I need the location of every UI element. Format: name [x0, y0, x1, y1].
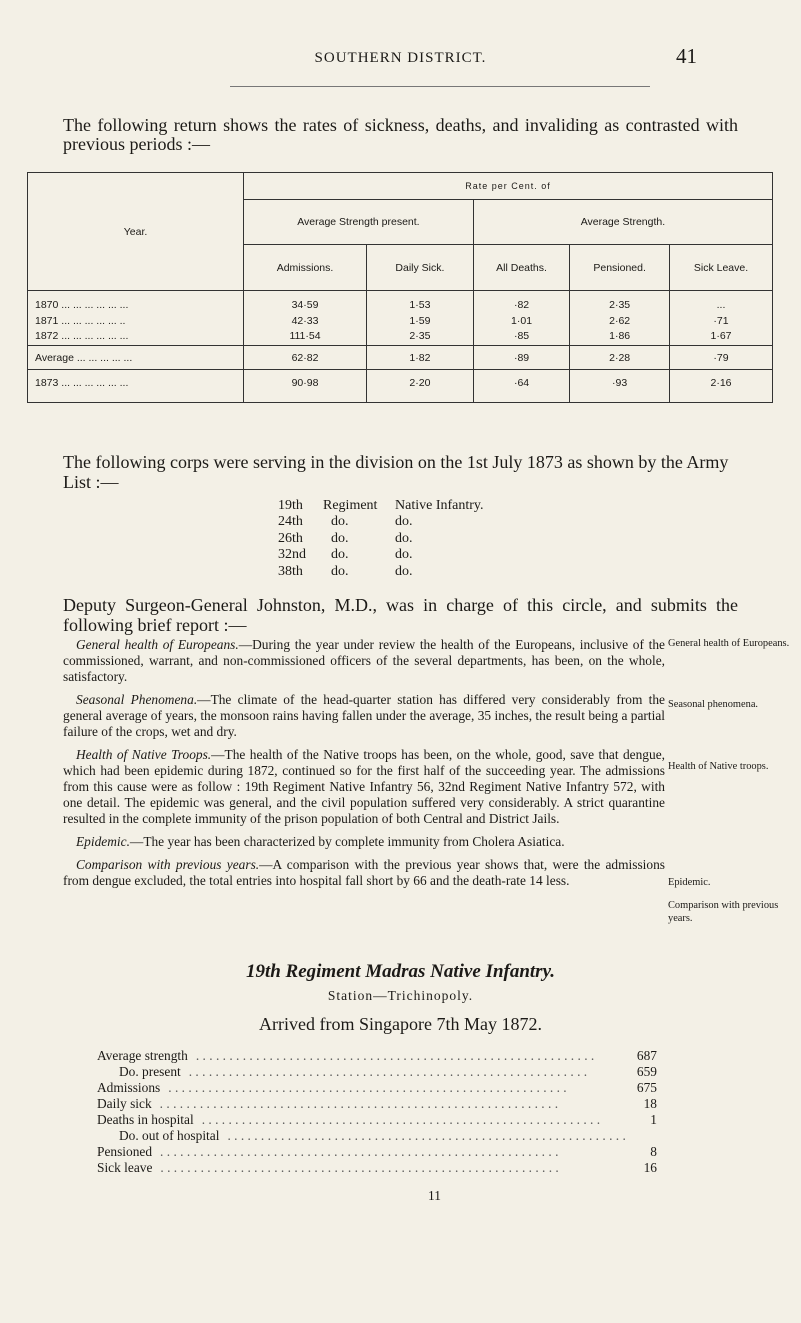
list-item: 38th do. do.: [278, 563, 413, 579]
report-body: [63, 637, 665, 896]
list-item: Do. present . . . . . . . . . . . . . . . . . . . . . . . . . . . . . . . . . . . . . . . . . . . . . . . . . . . . . . . . . . . . 659: [119, 1064, 657, 1079]
margin-note: Comparison with previous years.: [668, 900, 779, 924]
corps-intro: The following corps were serving in the division on the 1st July 1873 as shown by the Army List :—: [63, 452, 729, 492]
table-row: Average ... ... ... ... ... 62·82 1·82 ·89 2·28 ·79: [28, 345, 773, 369]
list-item: 24th do. do.: [278, 514, 413, 530]
margin-note: Seasonal phenomena.: [668, 699, 759, 710]
list-item: Pensioned . . . . . . . . . . . . . . . . . . . . . . . . . . . . . . . . . . . . . . . . . . . . . . . . . . . . . . . . . . . . 8: [97, 1144, 657, 1159]
report-intro: Deputy Surgeon-General Johnston, M.D., was in charge of this circle, and submits the following brief report :—: [63, 595, 738, 635]
paragraph-native-troops: Health of Native Troops.—The health of the Native troops has been, on the whole, good, save that dengue, which had been epidemic during 1872, continued so for the first half of the succeeding year. The admissions from this cause were as follow : 19th Regiment Native Infantry 56, 32nd Regiment Native Infantry 572, with one detail. The epidemic was general, and the civil population suffered very considerably. A strict quarantine resulted in the complete immunity of the prison population of both Central and District Jails.: [63, 747, 665, 826]
year-header: Year.: [28, 173, 244, 291]
list-item: Do. out of hospital . . . . . . . . . . . . . . . . . . . . . . . . . . . . . . . . . . . . . . . . . . . . . . . . . . . . . . . . . . . .: [119, 1128, 626, 1143]
table-row: 1871 ... ... ... ... ... .. 42·33 1·59 1·01 2·62 ·71: [28, 312, 773, 328]
list-item: 32nd do. do.: [278, 547, 413, 563]
col-sick-leave: Sick Leave.: [670, 245, 773, 291]
col-admissions: Admissions.: [244, 245, 367, 291]
list-item: Daily sick . . . . . . . . . . . . . . . . . . . . . . . . . . . . . . . . . . . . . . . . . . . . . . . . . . . . . . . . . . . . 18: [97, 1096, 657, 1111]
corps-list: [278, 498, 484, 580]
rates-table: [27, 172, 773, 403]
rate-header: Rate per Cent. of: [244, 173, 773, 200]
table-row: 1872 ... ... ... ... ... ... 111·54 2·35 ·85 1·86 1·67: [28, 327, 773, 345]
page-number: 41: [676, 44, 697, 68]
table-row: 1873 ... ... ... ... ... ... 90·98 2·20 ·64 ·93 2·16: [28, 369, 773, 402]
arrival-note: Arrived from Singapore 7th May 1872.: [259, 1014, 542, 1034]
margin-note: Health of Native troops.: [668, 761, 769, 772]
paragraph-general-health: General health of Europeans.—During the year under review the health of the Europeans, inclusive of the commissioned, warrant, and non-commissioned officers of the several departments, has been, on the whole, satisfactory.: [63, 637, 665, 684]
list-item: Average strength . . . . . . . . . . . . . . . . . . . . . . . . . . . . . . . . . . . . . . . . . . . . . . . . . . . . . . . . . . . . 687: [97, 1048, 657, 1063]
list-item: 19th Regiment Native Infantry.: [278, 498, 484, 513]
paragraph-comparison: Comparison with previous years.—A comparison with the previous year shows that, were the admissions from dengue excluded, the total entries into hospital fall short by 66 and the death-rate 14 less.: [63, 857, 665, 888]
list-item: Deaths in hospital . . . . . . . . . . . . . . . . . . . . . . . . . . . . . . . . . . . . . . . . . . . . . . . . . . . . . . . . . . . . 1: [97, 1112, 657, 1127]
intro-text: The following return shows the rates of sickness, deaths, and invaliding as contrasted with previous periods :—: [63, 115, 738, 154]
list-item: 26th do. do.: [278, 530, 413, 546]
group-header-strength: Average Strength.: [473, 200, 772, 245]
list-item: Sick leave . . . . . . . . . . . . . . . . . . . . . . . . . . . . . . . . . . . . . . . . . . . . . . . . . . . . . . . . . . . . 16: [97, 1160, 657, 1175]
margin-note: Epidemic.: [668, 877, 711, 888]
footer-signature-number: 11: [428, 1188, 441, 1203]
paragraph-epidemic: Epidemic.—The year has been characterized by complete immunity from Cholera Asiatica.: [76, 834, 565, 849]
col-daily-sick: Daily Sick.: [367, 245, 474, 291]
list-item: Admissions . . . . . . . . . . . . . . . . . . . . . . . . . . . . . . . . . . . . . . . . . . . . . . . . . . . . . . . . . . . . 675: [97, 1080, 657, 1095]
paragraph-seasonal: Seasonal Phenomena.—The climate of the head-quarter station has differed very considerably from the general average of years, the monsoon rains having fallen under the average, 35 inches, the result being a partial failure of the crops, wet and dry.: [63, 692, 665, 739]
header-rule: [230, 86, 650, 87]
regiment-stats: [97, 1048, 657, 1176]
running-header: SOUTHERN DISTRICT.: [314, 50, 487, 66]
margin-note: General health of Europeans.: [668, 638, 790, 649]
col-all-deaths: All Deaths.: [473, 245, 569, 291]
regiment-title: 19th Regiment Madras Native Infantry.: [245, 961, 556, 982]
station-heading: Station—Trichinopoly.: [327, 988, 474, 1003]
col-pensioned: Pensioned.: [570, 245, 670, 291]
table-row: 1870 ... ... ... ... ... ... 34·59 1·53 ·82 2·35 ...: [28, 291, 773, 312]
group-header-present: Average Strength present.: [244, 200, 474, 245]
